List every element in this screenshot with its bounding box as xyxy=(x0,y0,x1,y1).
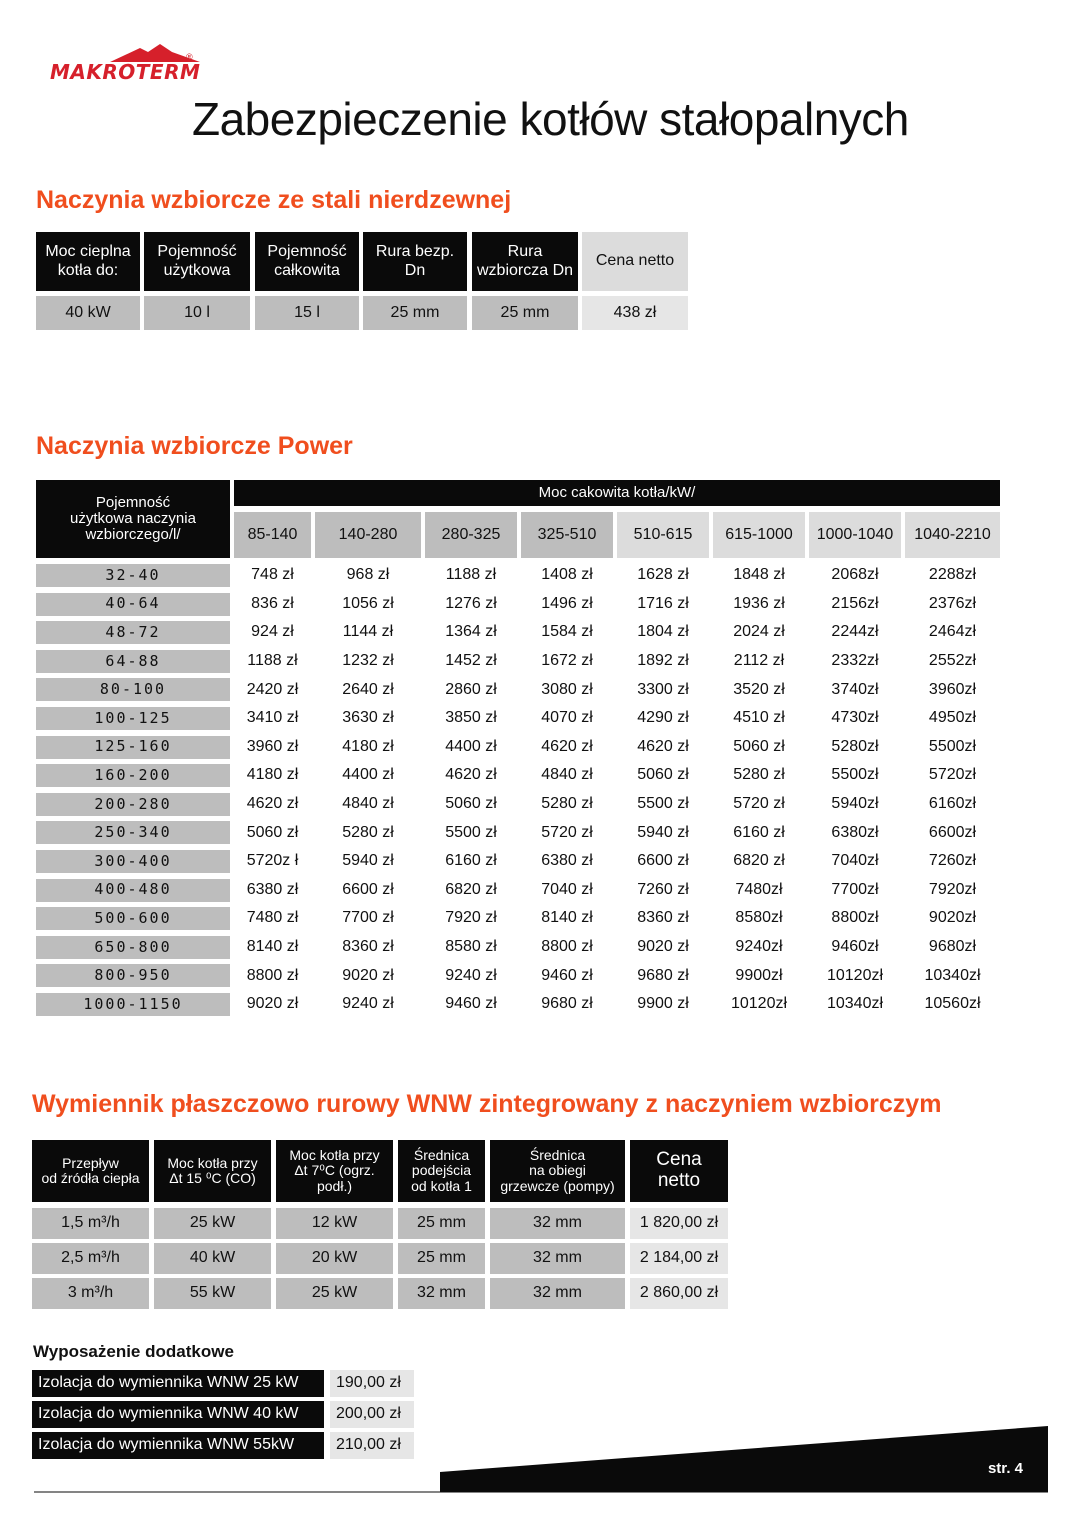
page-title: Zabezpieczenie kotłów stałopalnych xyxy=(192,93,909,145)
wnw-cell: 25 kW xyxy=(154,1208,271,1239)
wnw-cell: 32 mm xyxy=(490,1278,625,1309)
stainless-header-6: Cena netto xyxy=(582,232,688,291)
power-price-cell: 2024 zł xyxy=(713,621,805,644)
power-price-cell: 5720 zł xyxy=(521,821,613,844)
power-row-label: 40-64 xyxy=(36,593,230,616)
section-title-wnw: Wymiennik płaszczowo rurowy WNW zintegrowany z naczyniem wzbiorczym xyxy=(32,1090,942,1118)
extras-item-price: 200,00 zł xyxy=(330,1401,414,1428)
power-price-cell: 4950zł xyxy=(905,707,1000,730)
power-price-cell: 4840 zł xyxy=(315,793,421,816)
power-price-cell: 5940 zł xyxy=(617,821,709,844)
stainless-header-5: Rura wzbiorcza Dn xyxy=(472,232,578,291)
power-price-cell: 5060 zł xyxy=(713,736,805,759)
section-title-power: Naczynia wzbiorcze Power xyxy=(36,432,353,460)
wnw-cell: 25 mm xyxy=(398,1243,485,1274)
power-price-cell: 9240 zł xyxy=(315,993,421,1016)
power-price-cell: 8800zł xyxy=(809,907,901,930)
power-price-cell: 7700zł xyxy=(809,879,901,902)
power-price-cell: 9900 zł xyxy=(617,993,709,1016)
wnw-header-3 xyxy=(276,1140,393,1202)
power-price-cell: 3410 zł xyxy=(234,707,311,730)
power-price-cell: 9460zł xyxy=(809,936,901,959)
power-price-cell: 8800 zł xyxy=(234,964,311,987)
power-price-cell: 5500zł xyxy=(905,736,1000,759)
power-price-cell: 924 zł xyxy=(234,621,311,644)
extras-item-label: Izolacja do wymiennika WNW 55kW xyxy=(32,1432,324,1459)
power-price-cell: 968 zł xyxy=(315,564,421,587)
power-price-cell: 1936 zł xyxy=(713,593,805,616)
power-price-cell: 2640 zł xyxy=(315,678,421,701)
wnw-header-4-line-3: od kotła 1 xyxy=(411,1177,472,1194)
power-price-cell: 1848 zł xyxy=(713,564,805,587)
power-price-cell: 2464zł xyxy=(905,621,1000,644)
wnw-header-4-line-2: podejścia xyxy=(411,1162,472,1179)
power-price-cell: 4620 zł xyxy=(521,736,613,759)
power-top-header: Moc cakowita kotła/kW/ xyxy=(234,480,1000,506)
power-price-cell: 836 zł xyxy=(234,593,311,616)
power-price-cell: 1496 zł xyxy=(521,593,613,616)
power-price-cell: 2112 zł xyxy=(713,650,805,673)
footer-band xyxy=(0,1420,1075,1520)
wnw-header-2 xyxy=(154,1140,271,1202)
power-price-cell: 9460 zł xyxy=(425,993,517,1016)
power-row-label: 1000-1150 xyxy=(36,993,230,1016)
wnw-header-2-line-2: Δt 15 ⁰C (CO) xyxy=(169,1170,256,1186)
wnw-header-4 xyxy=(398,1140,485,1202)
power-column-header: 85-140 xyxy=(234,512,311,558)
power-price-cell: 6380 zł xyxy=(521,850,613,873)
power-price-cell: 3520 zł xyxy=(713,678,805,701)
wnw-cell: 3 m³/h xyxy=(32,1278,149,1309)
power-price-cell: 2552zł xyxy=(905,650,1000,673)
power-price-cell: 9900zł xyxy=(713,964,805,987)
power-row-label: 160-200 xyxy=(36,764,230,787)
power-price-cell: 2288zł xyxy=(905,564,1000,587)
power-price-cell: 10120zł xyxy=(809,964,901,987)
brand-registered-mark: ® xyxy=(186,52,193,62)
brand-logo xyxy=(50,40,200,90)
power-price-cell: 4510 zł xyxy=(713,707,805,730)
stainless-cell-5: 25 mm xyxy=(472,296,578,330)
stainless-cell-6: 438 zł xyxy=(582,296,688,330)
power-price-cell: 748 zł xyxy=(234,564,311,587)
wnw-cell: 1 820,00 zł xyxy=(630,1208,728,1239)
wnw-cell: 25 kW xyxy=(276,1278,393,1309)
power-price-cell: 5940 zł xyxy=(315,850,421,873)
power-price-cell: 9680 zł xyxy=(617,964,709,987)
power-price-cell: 4730zł xyxy=(809,707,901,730)
power-row-label: 300-400 xyxy=(36,850,230,873)
power-price-cell: 8580zł xyxy=(713,907,805,930)
power-price-cell: 5500 zł xyxy=(617,793,709,816)
power-price-cell: 2332zł xyxy=(809,650,901,673)
power-price-cell: 6820 zł xyxy=(713,850,805,873)
power-column-header: 615-1000 xyxy=(713,512,805,558)
power-column-header: 1000-1040 xyxy=(809,512,901,558)
power-corner-header xyxy=(36,480,230,558)
brand-name: MAKROTERM xyxy=(50,60,201,84)
power-column-header: 140-280 xyxy=(315,512,421,558)
power-row-label: 125-160 xyxy=(36,736,230,759)
power-price-cell: 5060 zł xyxy=(425,793,517,816)
wnw-header-4-line-1: Średnica xyxy=(413,1146,470,1163)
power-price-cell: 7260 zł xyxy=(617,879,709,902)
power-price-cell: 9460 zł xyxy=(521,964,613,987)
power-price-cell: 1364 zł xyxy=(425,621,517,644)
power-price-cell: 9020 zł xyxy=(315,964,421,987)
power-row-label: 650-800 xyxy=(36,936,230,959)
power-price-cell: 1628 zł xyxy=(617,564,709,587)
power-price-cell: 6600 zł xyxy=(315,879,421,902)
power-price-cell: 6600zł xyxy=(905,821,1000,844)
power-price-cell: 7480 zł xyxy=(234,907,311,930)
extras-title: Wyposażenie dodatkowe xyxy=(33,1342,234,1361)
power-price-cell: 4620 zł xyxy=(617,736,709,759)
power-price-cell: 1408 zł xyxy=(521,564,613,587)
power-column-header: 280-325 xyxy=(425,512,517,558)
power-price-cell: 5280zł xyxy=(809,736,901,759)
power-price-cell: 5280 zł xyxy=(713,764,805,787)
power-price-cell: 1892 zł xyxy=(617,650,709,673)
power-column-header: 510-615 xyxy=(617,512,709,558)
power-column-header: 325-510 xyxy=(521,512,613,558)
stainless-cell-3: 15 l xyxy=(255,296,359,330)
power-price-cell: 1452 zł xyxy=(425,650,517,673)
power-price-cell: 4620 zł xyxy=(234,793,311,816)
wnw-header-6 xyxy=(630,1140,728,1202)
power-price-cell: 4180 zł xyxy=(234,764,311,787)
power-price-cell: 9680zł xyxy=(905,936,1000,959)
wnw-cell: 20 kW xyxy=(276,1243,393,1274)
stainless-cell-2: 10 l xyxy=(144,296,250,330)
power-row-label: 64-88 xyxy=(36,650,230,673)
wnw-header-5-line-1: Średnica xyxy=(529,1146,586,1163)
power-price-cell: 5720 zł xyxy=(713,793,805,816)
power-price-cell: 3300 zł xyxy=(617,678,709,701)
power-price-cell: 8140 zł xyxy=(521,907,613,930)
power-price-cell: 1716 zł xyxy=(617,593,709,616)
wnw-header-5 xyxy=(490,1140,625,1202)
power-price-cell: 6160zł xyxy=(905,793,1000,816)
power-row-label: 100-125 xyxy=(36,707,230,730)
extras-item-label: Izolacja do wymiennika WNW 25 kW xyxy=(32,1370,324,1397)
stainless-header-1: Moc cieplna kotła do: xyxy=(36,232,140,291)
power-row-label: 250-340 xyxy=(36,821,230,844)
stainless-cell-4: 25 mm xyxy=(363,296,467,330)
power-price-cell: 7920zł xyxy=(905,879,1000,902)
power-price-cell: 5720zł xyxy=(905,764,1000,787)
power-price-cell: 7920 zł xyxy=(425,907,517,930)
power-price-cell: 3080 zł xyxy=(521,678,613,701)
power-price-cell: 1584 zł xyxy=(521,621,613,644)
power-price-cell: 5940zł xyxy=(809,793,901,816)
power-corner-header-line-3: wzbiorczego/l/ xyxy=(85,525,181,543)
power-price-cell: 1276 zł xyxy=(425,593,517,616)
power-row-label: 400-480 xyxy=(36,879,230,902)
wnw-cell: 12 kW xyxy=(276,1208,393,1239)
wnw-cell: 32 mm xyxy=(398,1278,485,1309)
wnw-header-5-line-3: grzewcze (pompy) xyxy=(500,1177,615,1194)
wnw-header-2-line-1: Moc kotła przy xyxy=(167,1154,258,1171)
power-price-cell: 2156zł xyxy=(809,593,901,616)
wnw-header-6-line-1: Cena xyxy=(656,1149,702,1171)
power-price-cell: 4620 zł xyxy=(425,764,517,787)
power-price-cell: 4070 zł xyxy=(521,707,613,730)
wnw-cell: 2,5 m³/h xyxy=(32,1243,149,1274)
power-price-cell: 8580 zł xyxy=(425,936,517,959)
power-price-cell: 2244zł xyxy=(809,621,901,644)
wnw-cell: 40 kW xyxy=(154,1243,271,1274)
wnw-cell: 55 kW xyxy=(154,1278,271,1309)
power-price-cell: 1232 zł xyxy=(315,650,421,673)
power-price-cell: 8360 zł xyxy=(617,907,709,930)
power-price-cell: 10340zł xyxy=(905,964,1000,987)
power-price-cell: 2860 zł xyxy=(425,678,517,701)
power-price-cell: 6380 zł xyxy=(234,879,311,902)
power-row-label: 80-100 xyxy=(36,678,230,701)
power-row-label: 48-72 xyxy=(36,621,230,644)
power-price-cell: 4290 zł xyxy=(617,707,709,730)
power-price-cell: 1804 zł xyxy=(617,621,709,644)
power-price-cell: 4400 zł xyxy=(315,764,421,787)
power-price-cell: 5720z ł xyxy=(234,850,311,873)
power-price-cell: 9240zł xyxy=(713,936,805,959)
power-corner-header-line-1: Pojemność xyxy=(95,494,171,512)
power-price-cell: 1672 zł xyxy=(521,650,613,673)
power-row-label: 500-600 xyxy=(36,907,230,930)
wnw-cell: 32 mm xyxy=(490,1208,625,1239)
power-price-cell: 6820 zł xyxy=(425,879,517,902)
power-price-cell: 2420 zł xyxy=(234,678,311,701)
power-price-cell: 5060 zł xyxy=(234,821,311,844)
power-price-cell: 2068zł xyxy=(809,564,901,587)
power-price-cell: 5500zł xyxy=(809,764,901,787)
wnw-header-1 xyxy=(32,1140,149,1202)
power-price-cell: 3850 zł xyxy=(425,707,517,730)
power-price-cell: 3960 zł xyxy=(234,736,311,759)
power-price-cell: 9240 zł xyxy=(425,964,517,987)
power-price-cell: 8140 zł xyxy=(234,936,311,959)
wnw-header-3-line-1: Moc kotła przy xyxy=(289,1146,380,1163)
power-row-label: 32-40 xyxy=(36,564,230,587)
power-price-cell: 1188 zł xyxy=(425,564,517,587)
power-price-cell: 4400 zł xyxy=(425,736,517,759)
power-price-cell: 10560zł xyxy=(905,993,1000,1016)
wnw-header-5-line-2: na obiegi xyxy=(529,1162,586,1179)
power-price-cell: 3740zł xyxy=(809,678,901,701)
power-price-cell: 9680 zł xyxy=(521,993,613,1016)
power-price-cell: 6160 zł xyxy=(713,821,805,844)
power-price-cell: 7700 zł xyxy=(315,907,421,930)
power-price-cell: 3630 zł xyxy=(315,707,421,730)
stainless-header-4: Rura bezp. Dn xyxy=(363,232,467,291)
power-price-cell: 9020zł xyxy=(905,907,1000,930)
extras-item-price: 210,00 zł xyxy=(330,1432,414,1459)
extras-item-label: Izolacja do wymiennika WNW 40 kW xyxy=(32,1401,324,1428)
power-corner-header-line-2: użytkowa naczynia xyxy=(70,510,196,528)
power-price-cell: 6160 zł xyxy=(425,850,517,873)
wnw-header-1-line-1: Przepływ xyxy=(62,1154,119,1171)
power-column-header: 1040-2210 xyxy=(905,512,1000,558)
power-price-cell: 9020 zł xyxy=(234,993,311,1016)
power-row-label: 800-950 xyxy=(36,964,230,987)
page-number: str. 4 xyxy=(987,1460,1023,1477)
power-price-cell: 4840 zł xyxy=(521,764,613,787)
power-price-cell: 7040 zł xyxy=(521,879,613,902)
power-price-cell: 1188 zł xyxy=(234,650,311,673)
wnw-cell: 32 mm xyxy=(490,1243,625,1274)
power-price-cell: 8360 zł xyxy=(315,936,421,959)
power-price-cell: 8800 zł xyxy=(521,936,613,959)
power-price-cell: 7260zł xyxy=(905,850,1000,873)
wnw-cell: 25 mm xyxy=(398,1208,485,1239)
power-price-cell: 10120zł xyxy=(713,993,805,1016)
power-price-cell: 2376zł xyxy=(905,593,1000,616)
power-price-cell: 5280 zł xyxy=(521,793,613,816)
stainless-header-2: Pojemność użytkowa xyxy=(144,232,250,291)
extras-item-price: 190,00 zł xyxy=(330,1370,414,1397)
power-price-cell: 5500 zł xyxy=(425,821,517,844)
section-title-stainless: Naczynia wzbiorcze ze stali nierdzewnej xyxy=(36,186,512,214)
wnw-cell: 1,5 m³/h xyxy=(32,1208,149,1239)
power-price-cell: 6380zł xyxy=(809,821,901,844)
power-price-cell: 1056 zł xyxy=(315,593,421,616)
wnw-header-1-line-2: od źródła ciepła xyxy=(41,1170,140,1186)
wnw-header-3-line-2: Δt 7⁰C (ogrz. xyxy=(294,1162,375,1179)
stainless-cell-1: 40 kW xyxy=(36,296,140,330)
power-row-label: 200-280 xyxy=(36,793,230,816)
power-price-cell: 7480zł xyxy=(713,879,805,902)
wnw-cell: 2 860,00 zł xyxy=(630,1278,728,1309)
power-price-cell: 9020 zł xyxy=(617,936,709,959)
power-price-cell: 5060 zł xyxy=(617,764,709,787)
wnw-cell: 2 184,00 zł xyxy=(630,1243,728,1274)
power-price-cell: 10340zł xyxy=(809,993,901,1016)
power-price-cell: 7040zł xyxy=(809,850,901,873)
power-price-cell: 3960zł xyxy=(905,678,1000,701)
wnw-header-3-line-3: podł.) xyxy=(316,1177,353,1194)
power-price-cell: 5280 zł xyxy=(315,821,421,844)
power-price-cell: 4180 zł xyxy=(315,736,421,759)
power-price-cell: 1144 zł xyxy=(315,621,421,644)
stainless-header-3: Pojemność całkowita xyxy=(255,232,359,291)
power-price-cell: 6600 zł xyxy=(617,850,709,873)
wnw-header-6-line-2: netto xyxy=(657,1170,701,1191)
